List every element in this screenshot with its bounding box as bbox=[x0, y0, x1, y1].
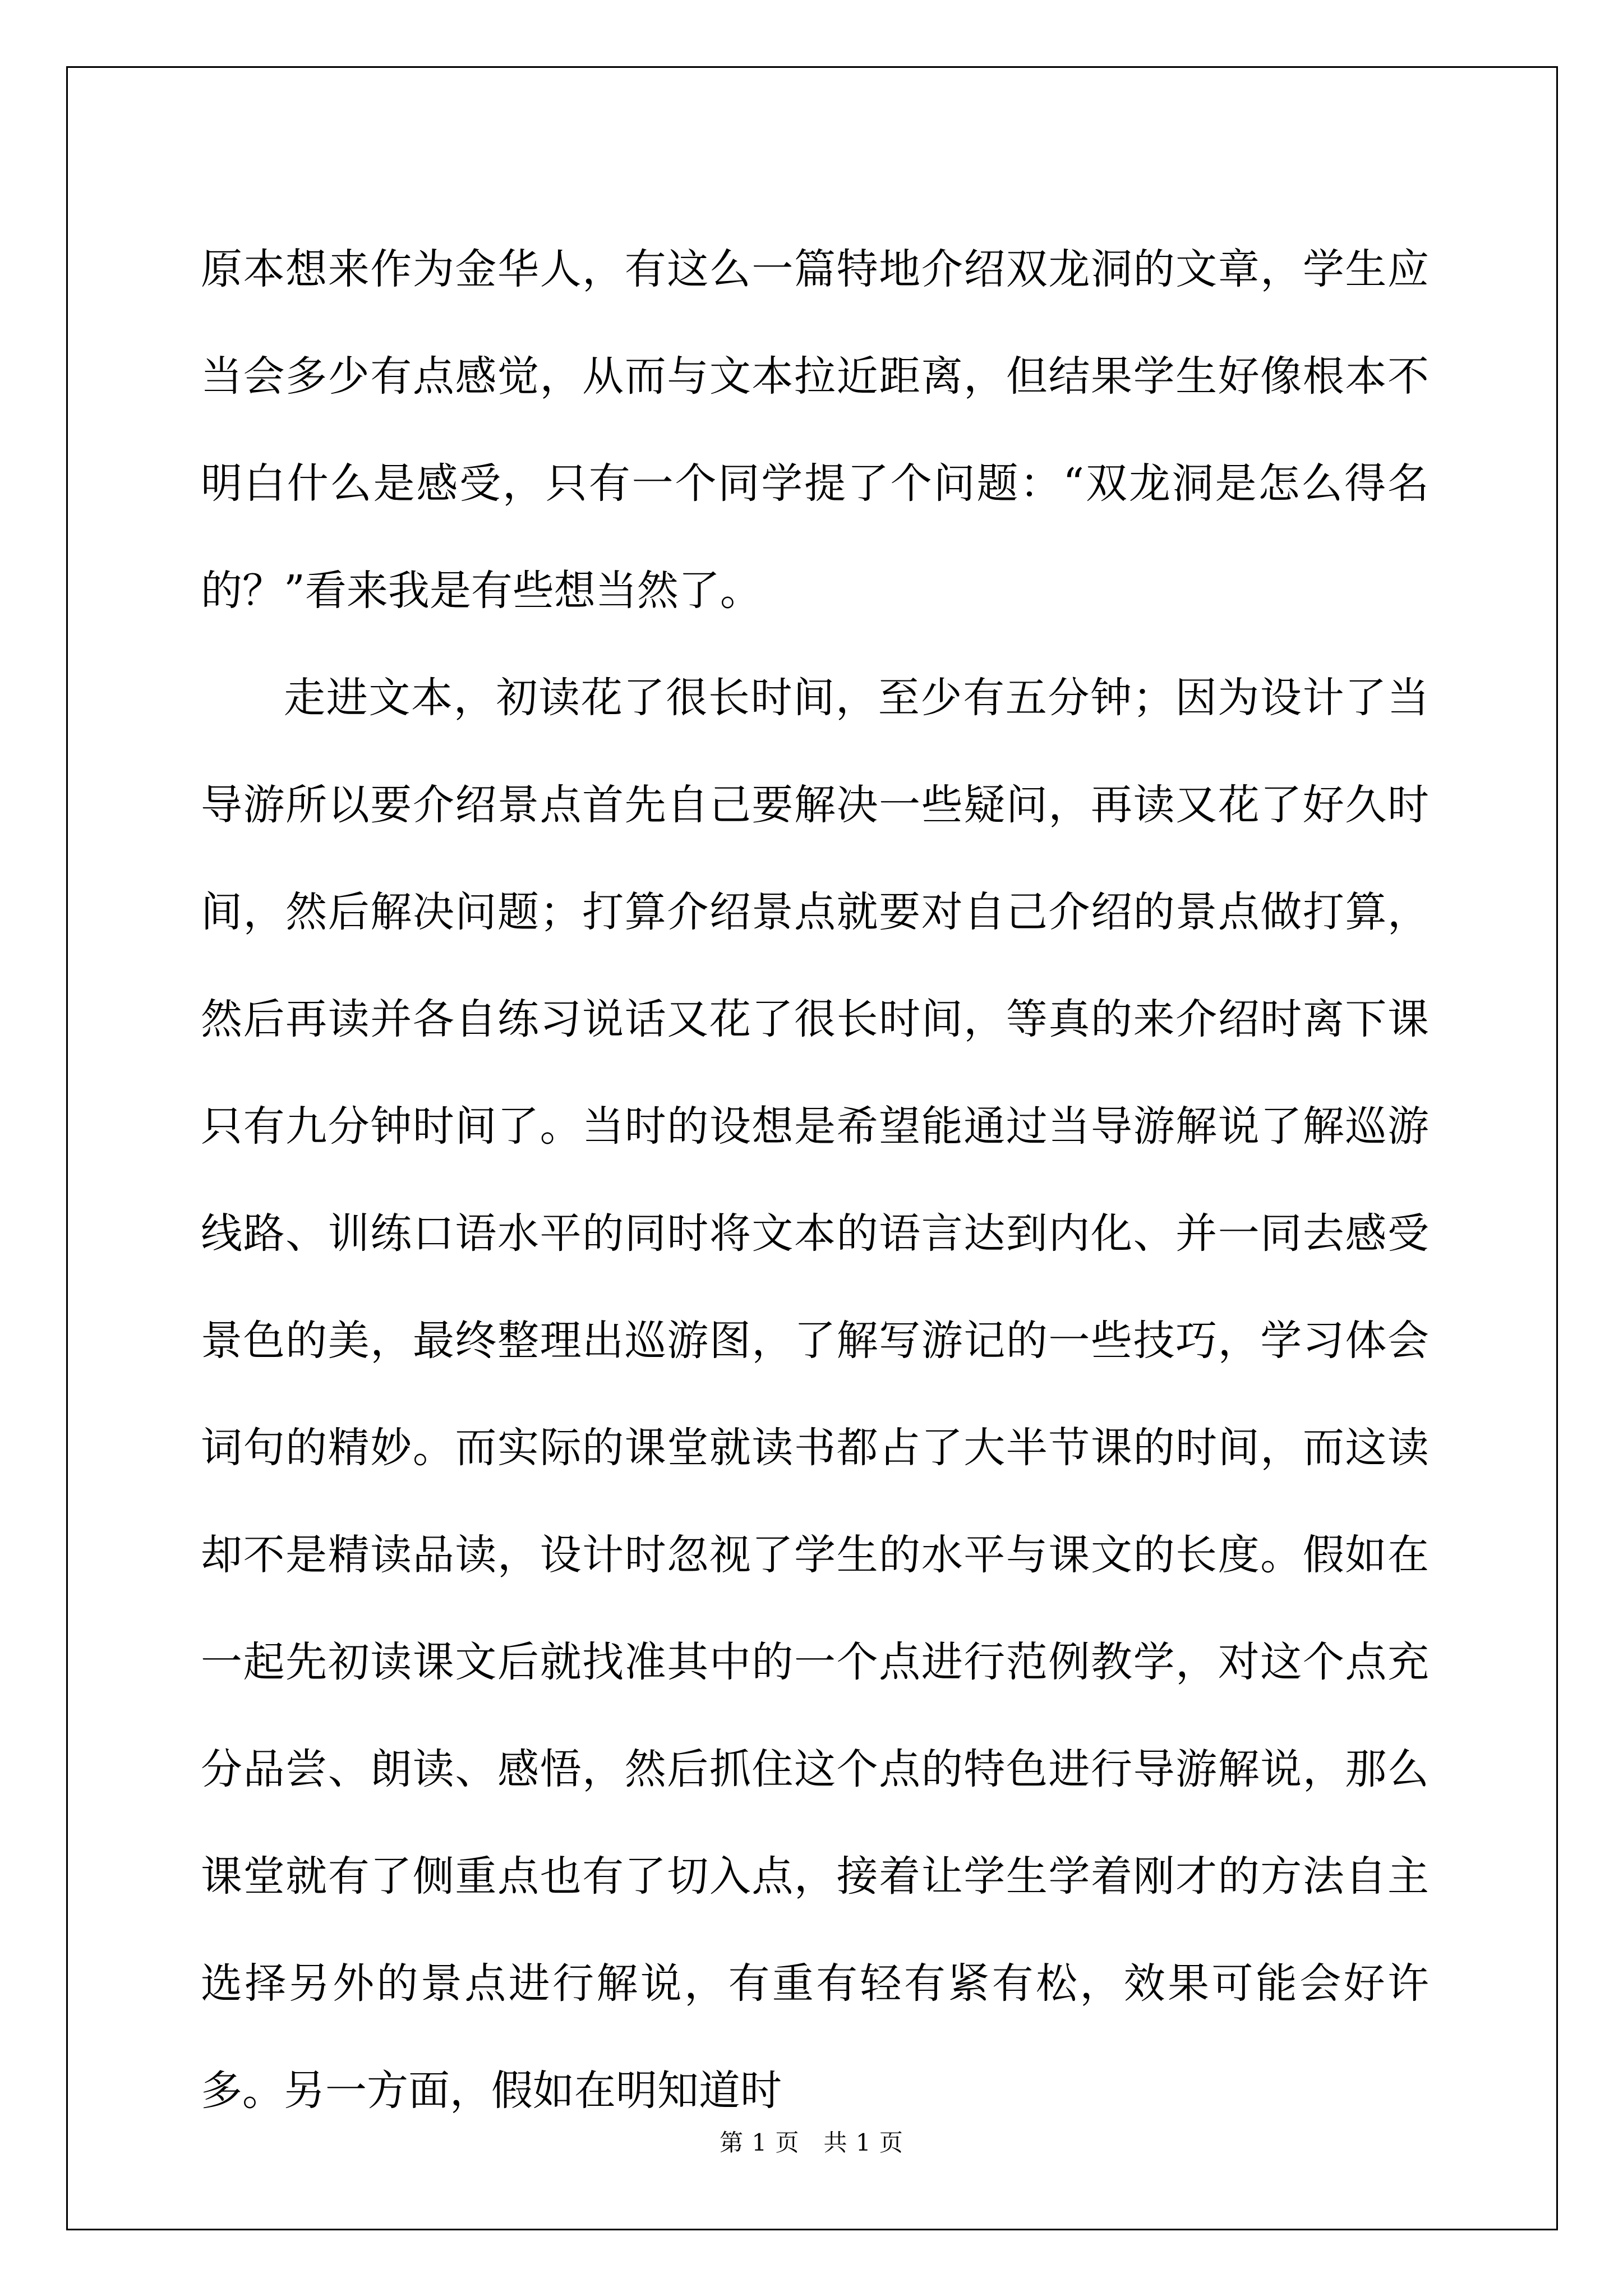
document-body bbox=[201, 216, 1429, 2145]
page-number-footer: 第 1 页 共 1 页 bbox=[720, 2129, 903, 2156]
paragraph-1: 原本想来作为金华人，有这么一篇特地介绍双龙洞的文章，学生应当会多少有点感觉，从而与文本拉近距离，但结果学生好像根本不明白什么是感受，只有一个同学提了个问题：“双龙洞是怎么得名的？”看来我是有些想当然了。 bbox=[201, 245, 1429, 615]
paragraph-2: 走进文本，初读花了很长时间，至少有五分钟；因为设计了当导游所以要介绍景点首先自己要解决一些疑问，再读又花了好久时间，然后解决问题；打算介绍景点就要对自己介绍的景点做打算，然后再读并各自练习说话又花了很长时间，等真的来介绍时离下课只有九分钟时间了。当时的设想是希望能通过当导游解说了解巡游线路、训练口语水平的同时将文本的语言达到内化、并一同去感受景色的美，最终整理出巡游图，了解写游记的一些技巧，学习体会词句的精妙。而实际的课堂就读书都占了大半节课的时间，而这读却不是精读品读，设计时忽视了学生的水平与课文的长度。假如在一起先初读课文后就找准其中的一个点进行范例教学，对这个点充分品尝、朗读、感悟，然后抓住这个点的特色进行导游解说，那么课堂就有了侧重点也有了切入点，接着让学生学着刚才的方法自主选择另外的景点进行解说，有重有轻有紧有松，效果可能会好许多。另一方面，假如在明知道时 bbox=[201, 674, 1429, 2115]
